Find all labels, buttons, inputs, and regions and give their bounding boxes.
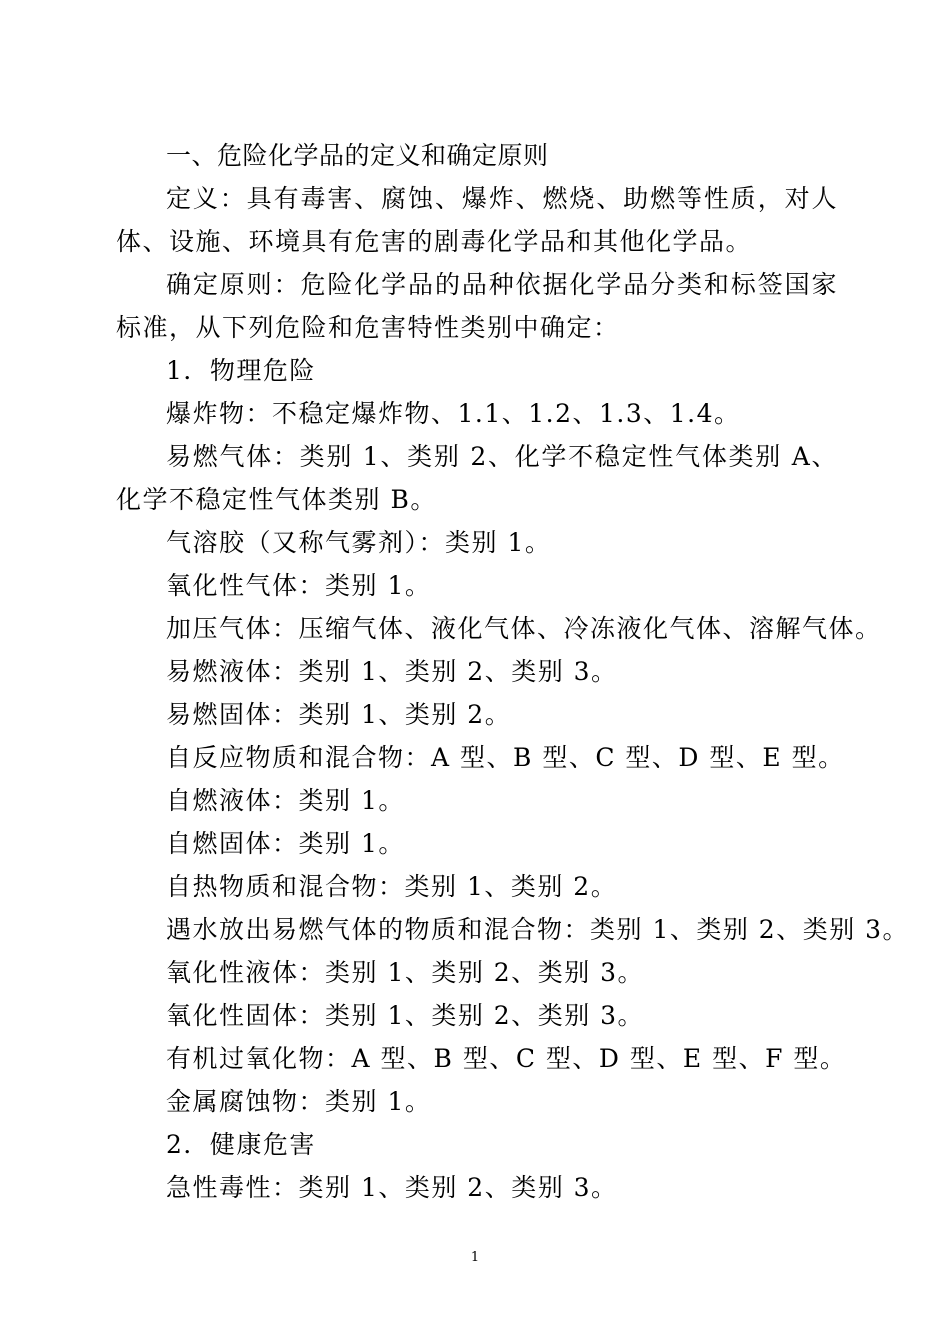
physical-item: 有机过氧化物：A 型、B 型、C 型、D 型、E 型、F 型。 [166, 1044, 847, 1073]
physical-item: 自反应物质和混合物：A 型、B 型、C 型、D 型、E 型。 [166, 743, 845, 772]
physical-item: 自热物质和混合物：类别 1、类别 2。 [166, 872, 618, 901]
section-heading: 一、危险化学品的定义和确定原则 [166, 141, 549, 170]
definition-paragraph: 定义：具有毒害、腐蚀、爆炸、燃烧、助燃等性质，对人体、设施、环境具有危害的剧毒化学品和其他化学品。 [116, 184, 838, 256]
physical-item: 氧化性液体：类别 1、类别 2、类别 3。 [166, 958, 645, 987]
physical-item: 易燃固体：类别 1、类别 2。 [166, 700, 512, 729]
document-body [116, 134, 910, 1209]
physical-item: 氧化性固体：类别 1、类别 2、类别 3。 [166, 1001, 645, 1030]
page-number: 1 [470, 1250, 480, 1265]
principle-paragraph: 确定原则：危险化学品的品种依据化学品分类和标签国家标准，从下列危险和危害特性类别中确定： [116, 270, 838, 342]
physical-item: 易燃液体：类别 1、类别 2、类别 3。 [166, 657, 618, 686]
health-item: 急性毒性：类别 1、类别 2、类别 3。 [166, 1173, 618, 1202]
physical-item: 气溶胶（又称气雾剂）：类别 1。 [166, 528, 552, 557]
health-hazards-title: 2．健康危害 [166, 1130, 316, 1159]
physical-item: 加压气体：压缩气体、液化气体、冷冻液化气体、溶解气体。 [166, 614, 882, 643]
physical-item: 自燃固体：类别 1。 [166, 829, 405, 858]
physical-item: 金属腐蚀物：类别 1。 [166, 1087, 432, 1116]
physical-item: 遇水放出易燃气体的物质和混合物：类别 1、类别 2、类别 3。 [166, 915, 910, 944]
physical-hazards-title: 1．物理危险 [166, 356, 316, 385]
physical-item: 氧化性气体：类别 1。 [166, 571, 432, 600]
physical-item: 自燃液体：类别 1。 [166, 786, 405, 815]
physical-item: 易燃气体：类别 1、类别 2、化学不稳定性气体类别 A、化学不稳定性气体类别 B。 [116, 442, 838, 514]
physical-item: 爆炸物：不稳定爆炸物、1.1、1.2、1.3、1.4。 [166, 399, 741, 428]
